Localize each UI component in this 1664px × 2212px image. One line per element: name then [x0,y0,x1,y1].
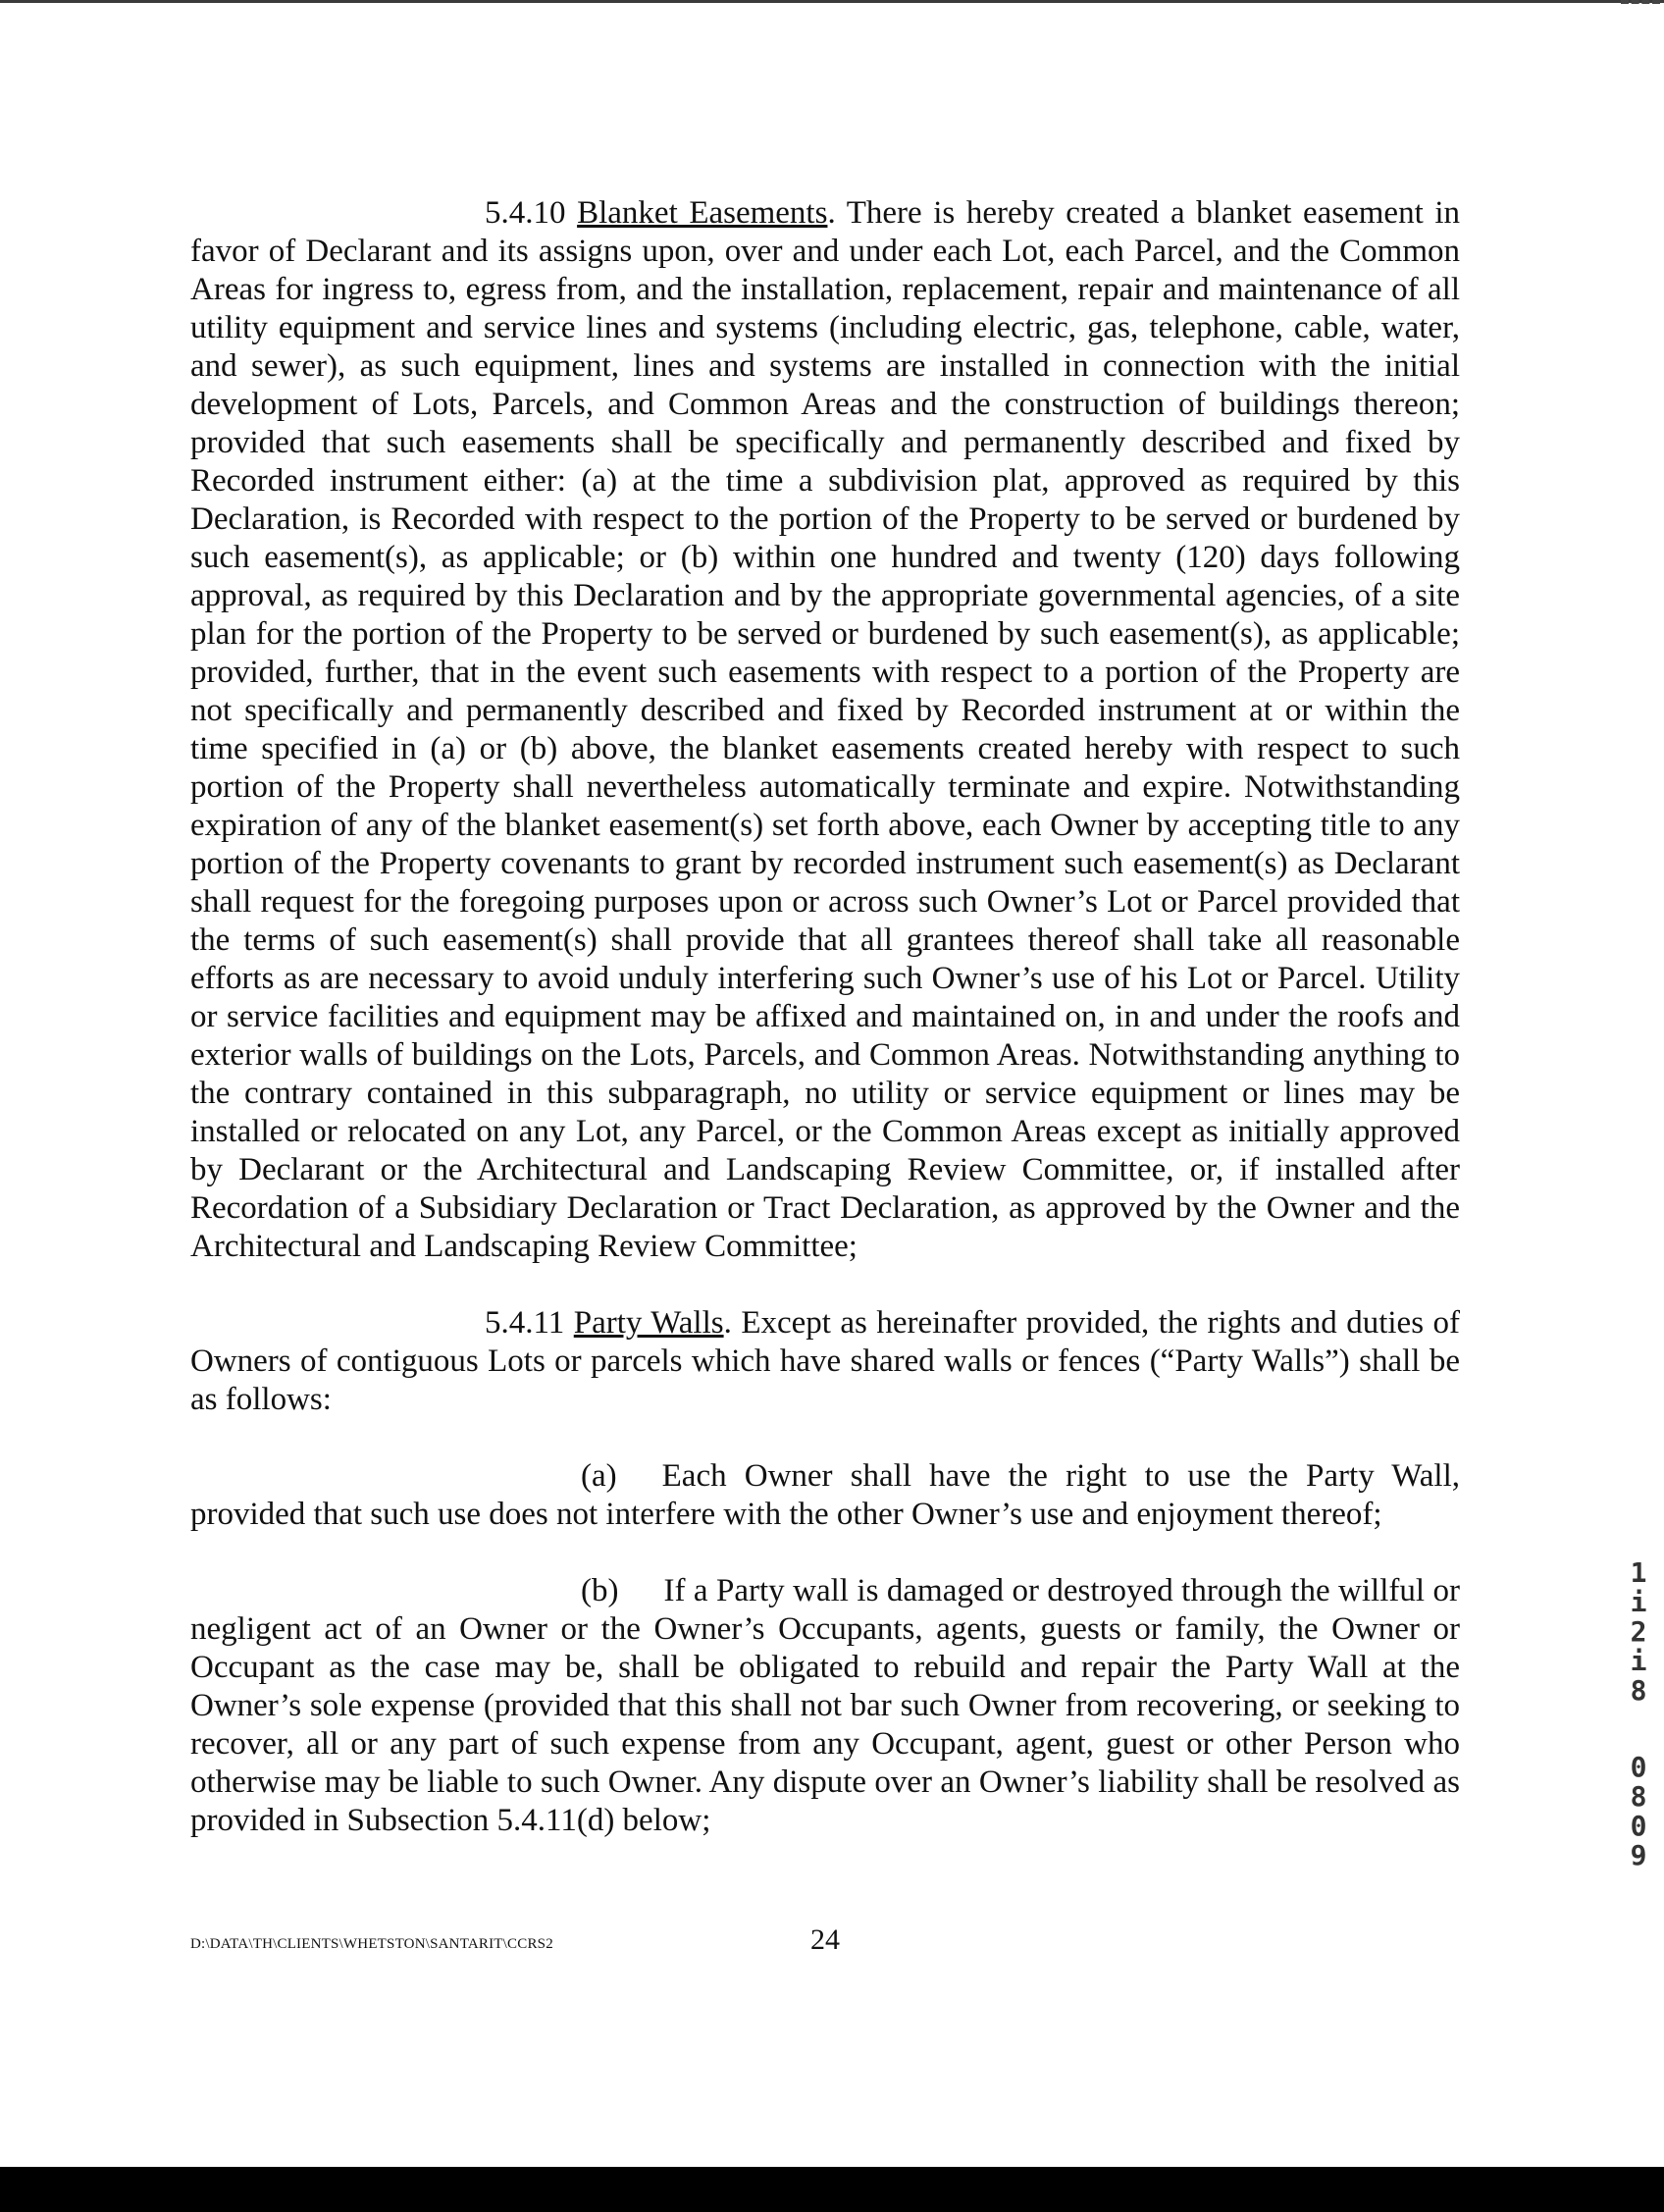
subsection-a [190,1457,1460,1534]
corner-scan-mark [1621,0,1660,10]
stamp-digit: 8 [1630,1674,1647,1707]
stamp-digit: 2 [1630,1615,1647,1648]
top-scan-edge [0,0,1664,3]
section-text: . There is hereby created a blanket easement in favor of Declarant and its assigns upon, over and under each Lot, each Parcel, and the Common Areas for ingress to, egress from, and the installation, replacement, repair and maintenance of all utility equipment and service lines and systems (including electric, gas, telephone, cable, water, and sewer), as such equipment, lines and systems are installed in connection with the initial development of Lots, Parcels, and Common Areas and the construction of buildings thereon; provided that such easements shall be specifically and permanently described and fixed by Recorded instrument either: (a) at the time a subdivision plat, approved as required by this Declaration, is Recorded with respect to the portion of the Property to be served or burdened by such easement(s), as applicable; or (b) within one hundred and twenty (120) days following approval, as required by this Declaration and by the appropriate governmental agencies, of a site plan for the portion of the Property to be served or burdened by such easement(s), as applicable; provided, further, that in the event such easements with respect to a portion of the Property are not specifically and permanently described and fixed by Recorded instrument at or within the time specified in (a) or (b) above, the blanket easements created hereby with respect to such portion of the Property shall nevertheless automatically terminate and expire. Notwithstanding expiration of any of the blanket easement(s) set forth above, each Owner by accepting title to any portion of the Property covenants to grant by recorded instrument such easement(s) as Declarant shall request for the foregoing purposes upon or across such Owner’s Lot or Parcel provided that the terms of such easement(s) shall provide that all grantees thereof shall take all reasonable efforts as are necessary to avoid unduly interfering such Owner’s use of his Lot or Parcel. Utility or service facilities and equipment may be affixed and maintained on, in and under the roofs and exterior walls of buildings on the Lots, Parcels, and Common Areas. Notwithstanding anything to the contrary contained in this subparagraph, no utility or service equipment or lines may be installed or relocated on any Lot, any Parcel, or the Common Areas except as initially approved by Declarant or the Architectural and Landscaping Review Committee, or, if installed after Recordation of a Subsidiary Declaration or Tract Declaration, as approved by the Owner and the Architectural and Landscaping Review Committee; [190,195,1461,1264]
stamp-digit: 0 [1630,1810,1647,1842]
section-heading: Party Walls [573,1305,724,1341]
section-5-4-10 [190,194,1460,1266]
stamp-digit: i [1630,1586,1647,1618]
footer-file-path: D:\DATA\TH\CLIENTS\WHETSTON\SANTARIT\CCRS2 [190,1936,553,1952]
stamp-digit: 9 [1630,1839,1647,1871]
section-text: . Except as hereinafter provided, the rights and duties of Owners of contiguous Lots or parcels which have shared walls or fences (“Party Walls”) shall be as follows: [190,1305,1460,1417]
page-number: 24 [810,1923,840,1956]
section-heading: Blanket Easements [577,195,828,231]
section-number: 5.4.11 [485,1305,565,1341]
subsection-text: Each Owner shall have the right to use the Party Wall, provided that such use does not interfere with the other Owner’s use and enjoyment thereof; [190,1458,1460,1532]
subsection-label: (a) [581,1458,617,1494]
section-number: 5.4.10 [485,195,566,231]
document-body [190,194,1460,1840]
subsection-label: (b) [581,1573,619,1608]
subsection-b [190,1572,1460,1840]
stamp-digit: i [1630,1645,1647,1677]
stamp-digit: 0 [1630,1751,1647,1783]
margin-stamp [1619,1558,1658,1870]
bottom-scan-band [0,2167,1664,2212]
stamp-digit: 1 [1630,1556,1647,1589]
section-5-4-11 [190,1304,1460,1419]
stamp-digit: 8 [1630,1780,1647,1813]
subsection-text: If a Party wall is damaged or destroyed through the willful or negligent act of an Owner or the Owner’s Occupants, agents, guests or family, the Owner or Occupant as the case may be, shall be obligated to rebuild and repair the Party Wall at the Owner’s sole expense (provided that this shall not bar such Owner from recovering, or seeking to recover, all or any part of such expense from any Occupant, agent, guest or other Person who otherwise may be liable to such Owner. Any dispute over an Owner’s liability shall be resolved as provided in Subsection 5.4.11(d) below; [190,1573,1460,1838]
